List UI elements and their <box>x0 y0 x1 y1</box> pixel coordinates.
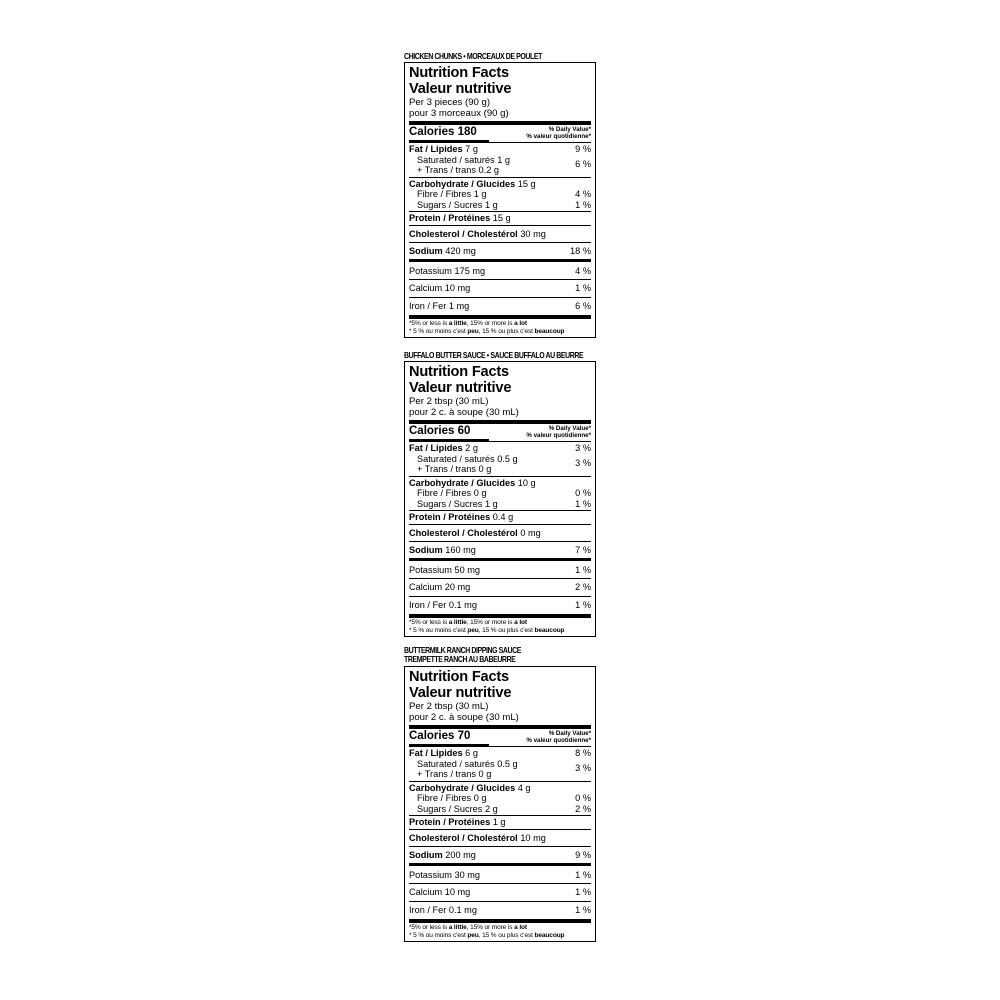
fat-row <box>409 441 591 476</box>
sugars-label: Sugars / Sucres <box>417 803 483 814</box>
iron-label: Iron / Fer <box>409 300 447 311</box>
fibre-label: Fibre / Fibres <box>417 793 472 803</box>
sodium-percent: 7 % <box>575 545 591 555</box>
sodium-amount: 420 mg <box>445 246 476 256</box>
calcium-row <box>409 578 591 596</box>
iron-row <box>409 901 591 919</box>
potassium-percent: 1 % <box>575 869 591 880</box>
calories-value: Calories 70 <box>409 730 471 742</box>
section-title-line: BUFFALO BUTTER SAUCE • SAUCE BUFFALO AU BEURRE <box>404 350 584 360</box>
sodium-percent: 18 % <box>570 246 591 256</box>
serving-size-french: pour 3 morceaux (90 g) <box>409 108 509 119</box>
fat-percent: 9 % <box>575 144 591 154</box>
iron-label: Iron / Fer <box>409 599 447 610</box>
fat-percent: 8 % <box>575 748 591 758</box>
sodium-label: Sodium <box>409 850 443 860</box>
serving-size-french: pour 2 c. à soupe (30 mL) <box>409 407 519 418</box>
footnote-french: * 5 % ou moins c'est peu, 15 % ou plus c'est beaucoup <box>409 627 565 634</box>
calcium-label: Calcium <box>409 283 443 293</box>
calories-row <box>409 725 591 746</box>
sugars-amount: 2 g <box>484 803 498 814</box>
iron-row <box>409 297 591 315</box>
daily-value-french: % valeur quotidienne* <box>526 737 591 744</box>
cholesterol-amount: 0 mg <box>520 527 541 538</box>
protein-label: Protein / Protéines <box>409 817 491 827</box>
cholesterol-row <box>409 829 591 847</box>
calcium-amount: 10 mg <box>444 887 471 897</box>
sugars-amount: 1 g <box>484 498 498 509</box>
footnote-english: *5% or less is a little, 15% or more is a lot <box>409 619 527 626</box>
protein-row <box>409 211 591 225</box>
carbohydrate-label: Carbohydrate / Glucides <box>409 782 516 793</box>
sodium-row <box>409 242 591 259</box>
carbohydrate-amount: 4 g <box>517 782 531 793</box>
chicken-chunks-section <box>404 51 596 335</box>
trans-label: + Trans / trans <box>417 769 476 779</box>
potassium-percent: 4 % <box>575 265 591 276</box>
fat-percent: 3 % <box>575 443 591 453</box>
sugars-percent: 2 % <box>575 803 591 814</box>
section-title-line: BUTTERMILK RANCH DIPPING SAUCE <box>404 645 522 655</box>
title-english: Nutrition Facts <box>409 364 509 380</box>
daily-value-english: % Daily Value* <box>548 730 591 737</box>
potassium-amount: 50 mg <box>454 564 481 575</box>
serving-size-french: pour 2 c. à soupe (30 mL) <box>409 712 519 723</box>
footnote-english: *5% or less is a little, 15% or more is a lot <box>409 320 527 327</box>
section-title-line: CHICKEN CHUNKS • MORCEAUX DE POULET <box>404 51 542 61</box>
footnote-english: *5% or less is a little, 15% or more is a lot <box>409 924 527 931</box>
potassium-row <box>409 863 591 884</box>
fat-amount: 2 g <box>465 443 478 453</box>
section-title <box>404 646 561 664</box>
daily-value-english: % Daily Value* <box>548 425 591 432</box>
fat-label: Fat / Lipides <box>409 748 463 758</box>
saturated-trans-percent: 3 % <box>575 763 591 773</box>
fibre-label: Fibre / Fibres <box>417 488 472 498</box>
saturated-label: Saturated / saturés <box>417 154 495 165</box>
sodium-row <box>409 846 591 863</box>
title-english: Nutrition Facts <box>409 669 509 685</box>
calories-row <box>409 420 591 441</box>
fibre-percent: 0 % <box>575 488 591 498</box>
saturated-amount: 0.5 g <box>497 758 518 769</box>
daily-value-french: % valeur quotidienne* <box>526 133 591 140</box>
title-french: Valeur nutritive <box>409 685 512 701</box>
sodium-amount: 200 mg <box>445 850 476 860</box>
saturated-label: Saturated / saturés <box>417 758 495 769</box>
fat-amount: 6 g <box>465 748 478 758</box>
iron-amount: 0.1 mg <box>448 904 477 915</box>
sugars-percent: 1 % <box>575 498 591 509</box>
iron-row <box>409 596 591 614</box>
calories-value: Calories 180 <box>409 126 477 138</box>
potassium-label: Potassium <box>409 869 452 880</box>
calcium-percent: 1 % <box>575 283 591 293</box>
sugars-label: Sugars / Sucres <box>417 498 483 509</box>
potassium-amount: 175 mg <box>454 265 486 276</box>
calcium-amount: 10 mg <box>444 283 471 293</box>
carbohydrate-row <box>409 781 591 816</box>
fat-amount: 7 g <box>465 144 478 154</box>
footnote-french: * 5 % ou moins c'est peu, 15 % ou plus c'est beaucoup <box>409 932 565 939</box>
carbohydrate-label: Carbohydrate / Glucides <box>409 178 516 189</box>
sugars-amount: 1 g <box>484 199 498 210</box>
iron-percent: 6 % <box>575 300 591 311</box>
calories-row <box>409 121 591 142</box>
protein-label: Protein / Protéines <box>409 213 491 223</box>
carbohydrate-row <box>409 476 591 511</box>
protein-label: Protein / Protéines <box>409 512 491 522</box>
saturated-amount: 1 g <box>497 154 510 165</box>
nutrition-facts-table <box>404 62 596 338</box>
calcium-percent: 1 % <box>575 887 591 897</box>
sodium-row <box>409 541 591 558</box>
sodium-label: Sodium <box>409 246 443 256</box>
iron-amount: 0.1 mg <box>448 599 477 610</box>
fibre-amount: 0 g <box>473 793 487 803</box>
trans-amount: 0 g <box>478 769 492 779</box>
potassium-label: Potassium <box>409 265 452 276</box>
section-title-line: TREMPETTE RANCH AU BABEURRE <box>404 654 516 664</box>
calcium-label: Calcium <box>409 887 443 897</box>
calories-value: Calories 60 <box>409 425 471 437</box>
fat-row <box>409 746 591 781</box>
carbohydrate-amount: 15 g <box>517 178 536 189</box>
saturated-trans-percent: 3 % <box>575 458 591 468</box>
nutrition-facts-table <box>404 361 596 637</box>
daily-value-english: % Daily Value* <box>548 126 591 133</box>
iron-amount: 1 mg <box>448 300 470 311</box>
title-french: Valeur nutritive <box>409 380 512 396</box>
protein-amount: 1 g <box>492 817 506 827</box>
cholesterol-amount: 30 mg <box>520 228 546 239</box>
calcium-row <box>409 883 591 901</box>
cholesterol-label: Cholesterol / Cholestérol <box>409 228 518 239</box>
potassium-amount: 30 mg <box>454 869 481 880</box>
trans-label: + Trans / trans <box>417 464 476 474</box>
saturated-label: Saturated / saturés <box>417 453 495 464</box>
footnote-french: * 5 % ou moins c'est peu, 15 % ou plus c'est beaucoup <box>409 328 565 335</box>
trans-amount: 0 g <box>478 464 492 474</box>
footnote <box>409 315 591 337</box>
carbohydrate-label: Carbohydrate / Glucides <box>409 477 516 488</box>
carbohydrate-amount: 10 g <box>517 477 536 488</box>
sugars-percent: 1 % <box>575 199 591 210</box>
daily-value-header <box>526 126 591 140</box>
trans-amount: 0.2 g <box>478 165 499 175</box>
iron-percent: 1 % <box>575 599 591 610</box>
daily-value-header <box>526 730 591 744</box>
protein-row <box>409 815 591 829</box>
saturated-amount: 0.5 g <box>497 453 518 464</box>
section-title <box>404 350 584 360</box>
ranch-sauce-section <box>404 645 596 939</box>
sugars-label: Sugars / Sucres <box>417 199 483 210</box>
protein-amount: 0.4 g <box>492 512 514 522</box>
calcium-label: Calcium <box>409 582 443 592</box>
buffalo-sauce-section <box>404 350 596 634</box>
fat-label: Fat / Lipides <box>409 443 463 453</box>
cholesterol-row <box>409 225 591 243</box>
footnote <box>409 919 591 941</box>
cholesterol-amount: 10 mg <box>520 832 546 843</box>
sodium-label: Sodium <box>409 545 443 555</box>
title-english: Nutrition Facts <box>409 65 509 81</box>
fat-row <box>409 142 591 177</box>
nutrition-facts-table <box>404 666 596 942</box>
serving-size-english: Per 3 pieces (90 g) <box>409 97 491 108</box>
calcium-amount: 20 mg <box>444 582 471 592</box>
potassium-row <box>409 558 591 579</box>
fibre-amount: 0 g <box>473 488 487 498</box>
protein-row <box>409 510 591 524</box>
cholesterol-label: Cholesterol / Cholestérol <box>409 832 518 843</box>
serving-size-english: Per 2 tbsp (30 mL) <box>409 396 489 407</box>
sodium-percent: 9 % <box>575 850 591 860</box>
calcium-row <box>409 279 591 297</box>
protein-amount: 15 g <box>492 213 511 223</box>
carbohydrate-row <box>409 177 591 212</box>
footnote <box>409 614 591 636</box>
cholesterol-label: Cholesterol / Cholestérol <box>409 527 518 538</box>
saturated-trans-percent: 6 % <box>575 159 591 169</box>
daily-value-french: % valeur quotidienne* <box>526 432 591 439</box>
calcium-percent: 2 % <box>575 582 591 592</box>
section-title <box>404 52 561 61</box>
potassium-row <box>409 259 591 280</box>
sodium-amount: 160 mg <box>445 545 476 555</box>
fat-label: Fat / Lipides <box>409 144 463 154</box>
cholesterol-row <box>409 524 591 542</box>
fibre-amount: 1 g <box>473 189 487 199</box>
fibre-percent: 4 % <box>575 189 591 199</box>
daily-value-header <box>526 425 591 439</box>
iron-label: Iron / Fer <box>409 904 447 915</box>
potassium-label: Potassium <box>409 564 452 575</box>
fibre-percent: 0 % <box>575 793 591 803</box>
serving-size-english: Per 2 tbsp (30 mL) <box>409 701 489 712</box>
trans-label: + Trans / trans <box>417 165 476 175</box>
fibre-label: Fibre / Fibres <box>417 189 472 199</box>
iron-percent: 1 % <box>575 904 591 915</box>
title-french: Valeur nutritive <box>409 81 512 97</box>
potassium-percent: 1 % <box>575 564 591 575</box>
